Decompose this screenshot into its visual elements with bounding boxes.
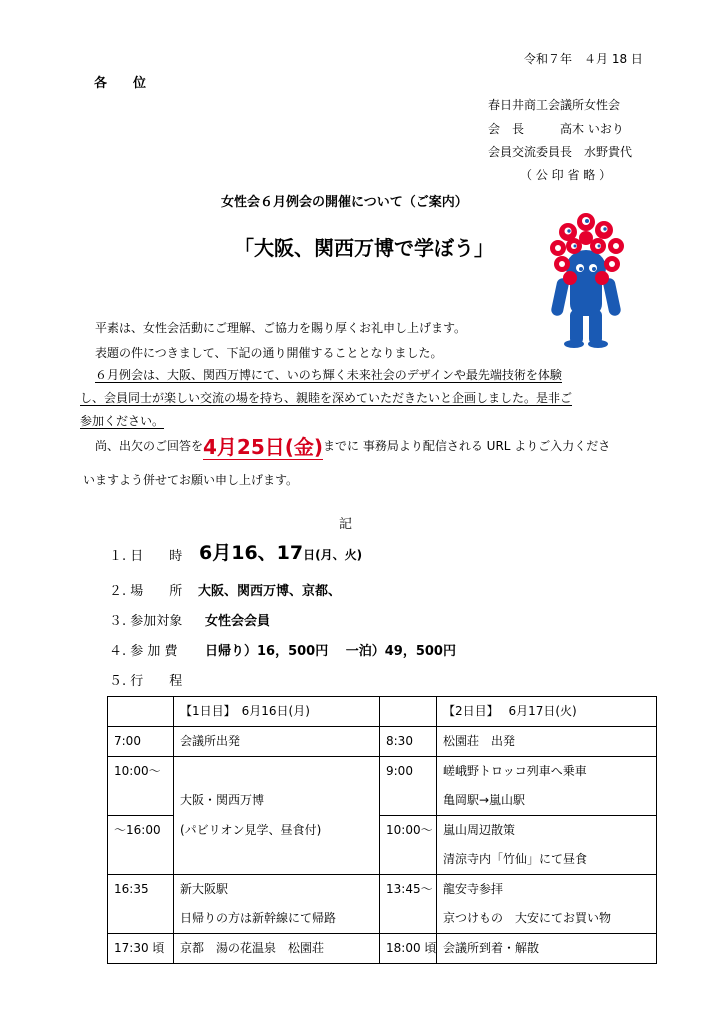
rsvp-deadline: 4月25日(金): [203, 435, 324, 459]
activity-line: 大阪・関西万博: [180, 793, 265, 807]
sender-chair: 会 長 高木 いおり: [488, 122, 624, 136]
table-cell: [437, 816, 657, 875]
activity-line: 亀岡駅→嵐山駅: [443, 793, 526, 807]
item-datetime-value: [199, 538, 362, 565]
table-cell: [380, 934, 437, 964]
table-cell: [437, 875, 657, 934]
table-row: [108, 697, 657, 727]
activity-line: [180, 757, 379, 786]
table-cell: [108, 757, 174, 816]
underlined-text: 参加ください。: [80, 414, 165, 428]
activity-line: 嵐山周辺散策: [443, 823, 516, 837]
document-title: 女性会６月例会の開催について（ご案内）: [221, 195, 468, 210]
activity-cell: 会議所到着・解散: [443, 941, 540, 955]
underlined-text: し、会員同士が楽しい交流の場を持ち、親睦を深めていただきたいと企画しました。是非ご: [80, 391, 573, 405]
table-cell: [380, 816, 437, 875]
sender-committee: 会員交流委員長 水野貴代: [488, 145, 633, 159]
activity-cell: 松園荘 出発: [443, 734, 516, 748]
activity-line: (パビリオン見学、昼食付): [180, 822, 322, 837]
time-cell: 10:00～: [114, 764, 161, 778]
table-cell: [108, 875, 174, 934]
activity-line: [180, 845, 379, 874]
table-cell: [108, 727, 174, 757]
table-row: [108, 727, 657, 757]
seal-omitted: （ 公 印 省 略 ）: [520, 168, 612, 182]
sender-org: 春日井商工会議所女性会: [488, 98, 621, 112]
table-cell: [174, 816, 380, 875]
datetime-suffix: 日(月、火): [303, 548, 363, 562]
body-paragraph-1: 平素は、女性会活動にご理解、ご協力を賜り厚くお礼申し上げます。: [95, 321, 467, 335]
rsvp-suffix: までに 事務局より配信される URL よりご入力くださ: [323, 439, 611, 453]
activity-line: 嵯峨野トロッコ列車へ乗車: [443, 764, 587, 778]
table-cell: [174, 875, 380, 934]
activity-line: 日帰りの方は新幹線にて帰路: [180, 911, 337, 925]
body-paragraph-3-line-2: [80, 389, 572, 406]
rsvp-prefix: 尚、出欠のご回答を: [95, 439, 204, 453]
table-cell: [174, 757, 380, 816]
table-row: [108, 757, 657, 816]
activity-line: 龍安寺参拝: [443, 882, 504, 896]
schedule-table: [107, 696, 657, 964]
activity-line: 清涼寺内「竹仙」にて昼食: [443, 852, 588, 866]
body-paragraph-3-line-3: [80, 412, 164, 429]
item-place-label: ２. 場 所: [109, 584, 183, 599]
table-cell: [437, 727, 657, 757]
body-paragraph-3-line-1: [95, 366, 562, 383]
item-target-value: 女性会会員: [205, 614, 271, 629]
table-cell: [174, 727, 380, 757]
time-cell: 9:00: [386, 764, 413, 778]
time-cell: 10:00～: [386, 823, 433, 837]
time-cell: 16:35: [114, 882, 149, 896]
activity-cell: 京都 湯の花温泉 松園荘: [180, 941, 325, 955]
item-target-label: ３. 参加対象: [109, 614, 183, 629]
time-cell: 8:30: [386, 734, 413, 748]
table-row: [108, 816, 657, 875]
ki-heading: 記: [339, 517, 353, 532]
headline: 「大阪、関西万博で学ぼう」: [234, 236, 494, 260]
item-datetime-label: １. 日 時: [109, 549, 183, 564]
item-place-value: 大阪、関西万博、京都、: [198, 584, 342, 599]
activity-line: 京つけもの 大安にてお買い物: [443, 911, 612, 925]
item-fee-label: ４. 参 加 費: [109, 644, 178, 659]
table-cell: [108, 697, 174, 727]
activity-cell: 会議所出発: [180, 734, 241, 748]
day1-header: 【1日目】 6月16日(月): [180, 704, 310, 718]
body-paragraph-4: [95, 431, 610, 460]
table-cell: [437, 757, 657, 816]
activity-line: 新大阪駅: [180, 882, 229, 896]
body-paragraph-2: 表題の件につきまして、下記の通り開催することとなりました。: [95, 346, 443, 360]
time-cell: 18:00 頃: [386, 941, 437, 955]
table-row: [108, 934, 657, 964]
item-schedule-label: ５. 行 程: [109, 674, 183, 689]
table-cell: [380, 757, 437, 816]
expo-mascot-icon: [540, 210, 632, 350]
table-cell: [174, 697, 380, 727]
document-date: 令和７年 ４月 18 日: [524, 52, 643, 66]
item-fee-value: 日帰り）16，500円 一泊）49，500円: [205, 644, 456, 659]
table-cell: [108, 934, 174, 964]
table-cell: [380, 875, 437, 934]
table-cell: [437, 697, 657, 727]
underlined-text: ６月例会は、大阪、関西万博にて、いのち輝く未来社会のデザインや最先端技術を体験: [95, 368, 562, 382]
table-cell: [380, 697, 437, 727]
table-row: [108, 875, 657, 934]
table-cell: [174, 934, 380, 964]
datetime-main: 6月16、17: [199, 542, 304, 564]
table-cell: [108, 816, 174, 875]
time-cell: 7:00: [114, 734, 141, 748]
time-cell: 17:30 頃: [114, 941, 165, 955]
table-cell: [437, 934, 657, 964]
time-cell: 13:45～: [386, 882, 433, 896]
day2-header: 【2日目】 6月17日(火): [443, 704, 577, 718]
body-paragraph-4-line-2: いますよう併せてお願い申し上げます。: [83, 473, 299, 487]
table-cell: [380, 727, 437, 757]
recipient: 各 位: [94, 76, 147, 91]
time-cell: ～16:00: [114, 823, 161, 837]
